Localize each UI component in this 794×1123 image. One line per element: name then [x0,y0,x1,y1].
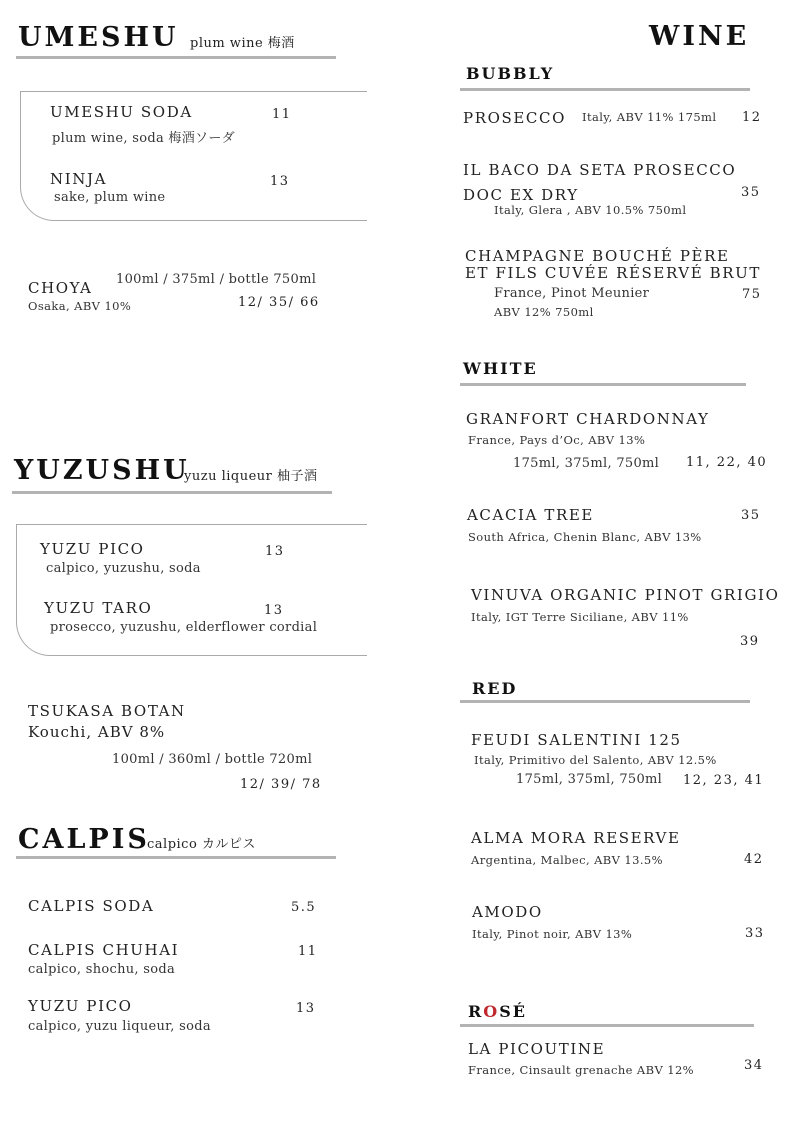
ninja-name: NINJA [50,170,108,188]
ilbaco-desc: Italy, Glera , ABV 10.5% 750ml [494,203,687,217]
alma-mora-price: 42 [744,852,764,867]
bubbly-heading: BUBBLY [466,64,555,83]
white-divider [460,383,746,386]
yuzu-pico-name: YUZU PICO [40,540,145,558]
yuzu-taro-name: YUZU TARO [44,599,153,617]
calpis-soda-name: CALPIS SODA [28,897,155,915]
umeshu-soda-price: 11 [272,107,292,122]
acacia-price: 35 [741,508,761,523]
vinuva-desc: Italy, IGT Terre Siciliane, ABV 11% [471,610,689,624]
yuzushu-title: YUZUSHU [14,455,190,486]
picoutine-desc: France, Cinsault grenache ABV 12% [468,1063,695,1077]
acacia-desc: South Africa, Chenin Blanc, ABV 13% [468,530,702,544]
calpis-subtitle: calpico カルピス [147,837,256,852]
rose-heading-r: R [468,1002,484,1021]
umeshu-title: UMESHU [18,22,179,53]
yuzu-taro-desc: prosecco, yuzushu, elderflower cordial [50,620,318,635]
red-heading: RED [472,679,518,698]
picoutine-name: LA PICOUTINE [468,1040,606,1058]
tsukasa-desc: Kouchi, ABV 8% [28,723,166,741]
granfort-desc: France, Pays d’Oc, ABV 13% [468,433,646,447]
umeshu-soda-desc: plum wine, soda 梅酒ソーダ [52,131,235,146]
acacia-name: ACACIA TREE [467,506,594,524]
umeshu-subtitle: plum wine 梅酒 [190,36,295,51]
ilbaco-name-line2: DOC EX DRY [463,186,579,204]
tsukasa-prices: 12/ 39/ 78 [240,777,322,792]
red-divider [460,700,750,703]
choya-desc: Osaka, ABV 10% [28,299,132,313]
ilbaco-price: 35 [741,185,761,200]
tsukasa-sizes: 100ml / 360ml / bottle 720ml [112,752,313,767]
champagne-name-line2: ET FILS CUVÉE RÉSERVÉ BRUT [465,264,762,282]
wine-title: WINE [649,21,750,52]
champagne-desc-line1: France, Pinot Meunier [494,286,650,301]
ilbaco-name-line1: IL BACO DA SETA PROSECCO [463,161,737,179]
champagne-price: 75 [742,287,762,302]
amodo-desc: Italy, Pinot noir, ABV 13% [472,927,633,941]
yuzu-pico-price: 13 [265,544,285,559]
rose-divider [460,1024,754,1027]
ninja-desc: sake, plum wine [54,190,166,205]
amodo-name: AMODO [472,903,543,921]
amodo-price: 33 [745,926,765,941]
granfort-name: GRANFORT CHARDONNAY [466,410,710,428]
vinuva-name: VINUVA ORGANIC PINOT GRIGIO [471,586,780,604]
yuzushu-subtitle: yuzu liqueur 柚子酒 [184,469,318,484]
prosecco-desc: Italy, ABV 11% 175ml [582,110,717,124]
calpis-chuhai-name: CALPIS CHUHAI [28,941,180,959]
choya-sizes: 100ml / 375ml / bottle 750ml [116,272,317,287]
calpis-title: CALPIS [18,824,150,855]
yuzu-taro-price: 13 [264,603,284,618]
calpis-yuzu-pico-name: YUZU PICO [28,997,133,1015]
champagne-desc-line2: ABV 12% 750ml [494,305,594,319]
yuzu-pico-desc: calpico, yuzushu, soda [46,561,201,576]
calpis-yuzu-pico-desc: calpico, yuzu liqueur, soda [28,1019,211,1034]
picoutine-price: 34 [744,1058,764,1073]
tsukasa-name: TSUKASA BOTAN [28,702,186,720]
umeshu-soda-name: UMESHU SODA [50,103,193,121]
feudi-desc: Italy, Primitivo del Salento, ABV 12.5% [474,753,717,767]
calpis-yuzu-pico-price: 13 [296,1001,316,1016]
calpis-divider [16,856,336,859]
rose-heading [468,1002,527,1021]
rose-heading-se: SÉ [499,1002,527,1021]
ninja-price: 13 [270,174,290,189]
granfort-prices: 11, 22, 40 [686,455,768,470]
feudi-name: FEUDI SALENTINI 125 [471,731,682,749]
calpis-chuhai-desc: calpico, shochu, soda [28,962,176,977]
choya-prices: 12/ 35/ 66 [238,295,320,310]
champagne-name-line1: CHAMPAGNE BOUCHÉ PÈRE [465,247,730,265]
bubbly-divider [460,88,750,91]
alma-mora-desc: Argentina, Malbec, ABV 13.5% [471,853,663,867]
vinuva-price: 39 [740,634,760,649]
white-heading: WHITE [463,359,538,378]
yuzushu-divider [12,491,332,494]
calpis-chuhai-price: 11 [298,944,318,959]
rose-heading-o: O [483,1002,500,1021]
prosecco-name: PROSECCO [463,109,566,127]
feudi-prices: 12, 23, 41 [683,773,765,788]
prosecco-price: 12 [742,110,762,125]
choya-name: CHOYA [28,279,93,297]
granfort-sizes: 175ml, 375ml, 750ml [513,456,660,471]
feudi-sizes: 175ml, 375ml, 750ml [516,772,663,787]
umeshu-divider [16,56,336,59]
alma-mora-name: ALMA MORA RESERVE [471,829,681,847]
calpis-soda-price: 5.5 [291,900,317,915]
